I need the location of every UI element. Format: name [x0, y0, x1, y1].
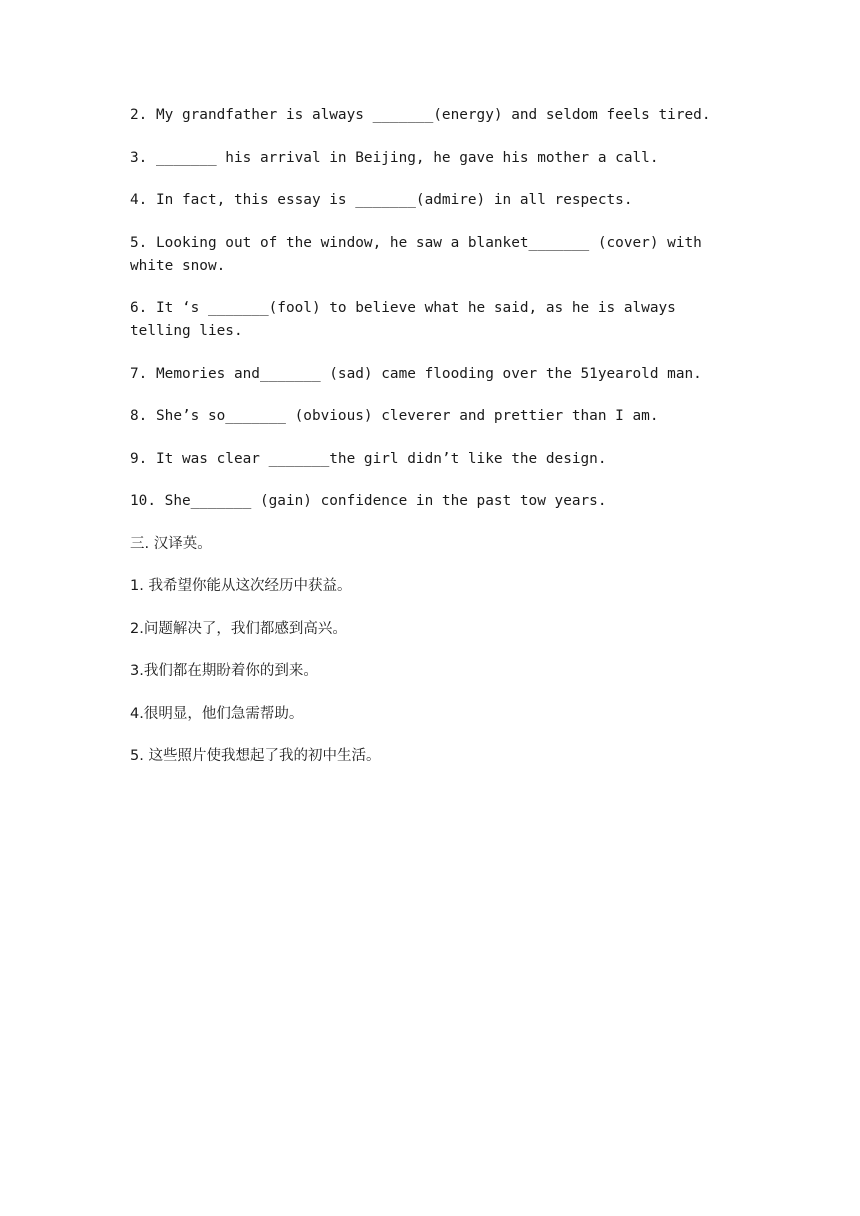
- exercise-item-10: 10. She_______ (gain) confidence in the past tow years.: [130, 493, 607, 509]
- exercise-item-8: 8. She’s so_______ (obvious) cleverer and prettier than I am.: [130, 408, 659, 424]
- exercise-item-7: 7. Memories and_______ (sad) came flooding over the 51yearold man.: [130, 365, 702, 382]
- translation-item-1: 1. 我希望你能从这次经历中获益。: [130, 578, 352, 594]
- section-three-heading: 三. 汉译英。: [130, 535, 212, 552]
- exercise-item-3: 3. _______ his arrival in Beijing, he gave his mother a call.: [130, 149, 659, 166]
- exercise-item-4: 4. In fact, this essay is _______(admire) in all respects.: [130, 192, 633, 208]
- exercise-item-5: 5. Looking out of the window, he saw a blanket_______ (cover) with white snow.: [130, 234, 702, 274]
- exercise-item-6: 6. It ‘s _______(fool) to believe what he said, as he is always telling lies.: [130, 300, 676, 339]
- exercise-item-9: 9. It was clear _______the girl didn’t like the design.: [130, 450, 607, 467]
- translation-item-3: 3.我们都在期盼着你的到来。: [130, 663, 318, 679]
- exercise-item-2: 2. My grandfather is always _______(energy) and seldom feels tired.: [130, 107, 711, 123]
- translation-item-2: 2.问题解决了，我们都感到高兴。: [130, 620, 347, 637]
- translation-item-5: 5. 这些照片使我想起了我的初中生活。: [130, 748, 381, 764]
- translation-item-4: 4.很明显，他们急需帮助。: [130, 705, 304, 722]
- worksheet-content: [130, 104, 734, 788]
